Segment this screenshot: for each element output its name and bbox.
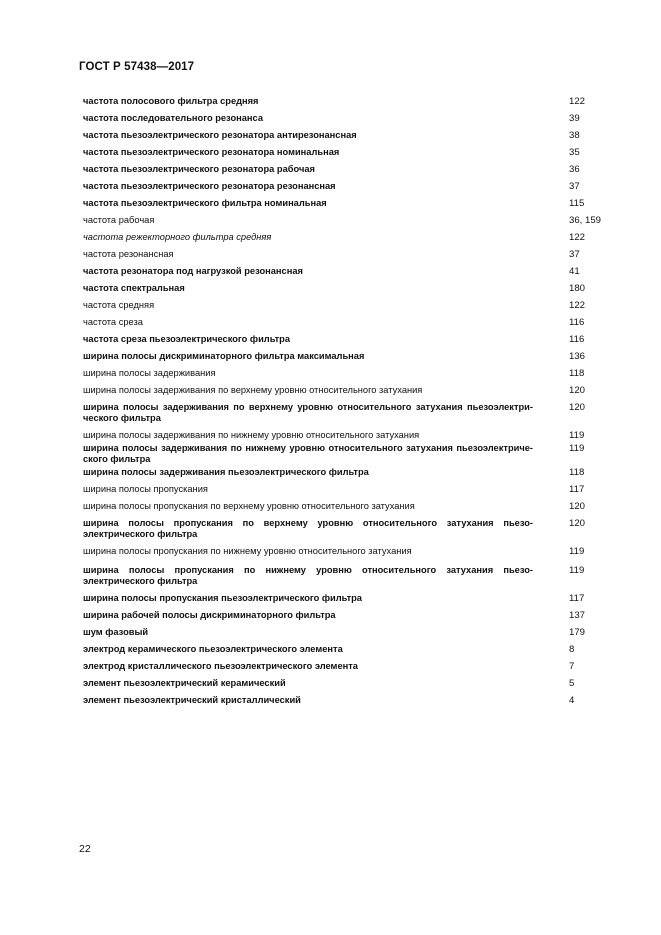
index-term: частота спектральная bbox=[83, 283, 185, 293]
index-term: частота средняя bbox=[83, 300, 155, 310]
index-page-ref: 116 bbox=[569, 334, 585, 345]
index-entry bbox=[83, 147, 603, 158]
index-term: ширина полосы задерживания по верхнему уровню относительного затухания пьезоэлектри- ческого фильтра bbox=[83, 402, 533, 423]
index-entry bbox=[83, 443, 603, 465]
index-page-ref: 35 bbox=[569, 147, 580, 158]
index-page-ref: 179 bbox=[569, 627, 586, 638]
index-page-ref: 4 bbox=[569, 695, 575, 706]
index-page-ref: 122 bbox=[569, 300, 586, 311]
index-term: частота режекторного фильтра средняя bbox=[83, 232, 272, 242]
index-term: ширина полосы пропускания по верхнему уровню относительного затухания bbox=[83, 501, 415, 511]
index-entry bbox=[83, 695, 603, 706]
index-term: ширина полосы задерживания bbox=[83, 368, 216, 378]
index-term: ширина полосы пропускания по нижнему уровню относительного затухания bbox=[83, 546, 412, 556]
index-entry bbox=[83, 501, 603, 512]
index-page-ref: 117 bbox=[569, 593, 585, 604]
index-term: частота пьезоэлектрического резонатора номинальная bbox=[83, 147, 340, 157]
index-term: частота пьезоэлектрического резонатора резонансная bbox=[83, 181, 336, 191]
index-term: ширина полосы дискриминаторного фильтра максимальная bbox=[83, 351, 365, 361]
index-page-ref: 180 bbox=[569, 283, 586, 294]
index-page-ref: 36, 159 bbox=[569, 215, 602, 226]
index-term: ширина рабочей полосы дискриминаторного фильтра bbox=[83, 610, 336, 620]
index-entry bbox=[83, 249, 603, 260]
index-term: элемент пьезоэлектрический кристаллический bbox=[83, 695, 301, 705]
index-page-ref: 120 bbox=[569, 518, 586, 529]
index-page-ref: 119 bbox=[569, 565, 585, 576]
index-term: ширина полосы пропускания по верхнему уровню относительного затухания пьезо- электрического фильтра bbox=[83, 518, 533, 539]
index-entry bbox=[83, 198, 603, 209]
index-page-ref: 41 bbox=[569, 266, 580, 277]
index-entry bbox=[83, 164, 603, 175]
index-page-ref: 120 bbox=[569, 501, 586, 512]
index-term: ширина полосы задерживания по нижнему уровню относительного затухания bbox=[83, 430, 420, 440]
index-entry bbox=[83, 283, 603, 294]
index-entry bbox=[83, 627, 603, 638]
index-term: частота пьезоэлектрического резонатора антирезонансная bbox=[83, 130, 357, 140]
index-entry bbox=[83, 96, 603, 107]
index-page-ref: 8 bbox=[569, 644, 575, 655]
index-term: ширина полосы задерживания по нижнему уровню относительного затухания пьезоэлектриче- ского фильтра bbox=[83, 443, 533, 464]
index-page-ref: 120 bbox=[569, 385, 586, 396]
index-term: ширина полосы пропускания по нижнему уровню относительного затухания пьезо- электрического фильтра bbox=[83, 565, 533, 586]
index-entry bbox=[83, 232, 603, 243]
index-entry bbox=[83, 334, 603, 345]
index-page-ref: 136 bbox=[569, 351, 586, 362]
index-page-ref: 119 bbox=[569, 430, 585, 441]
index-entry bbox=[83, 430, 603, 441]
index-term: частота резонансная bbox=[83, 249, 174, 259]
index-entry bbox=[83, 610, 603, 621]
index-term: частота последовательного резонанса bbox=[83, 113, 263, 123]
index-entry bbox=[83, 565, 603, 587]
index-entry bbox=[83, 385, 603, 396]
index-entry bbox=[83, 467, 603, 478]
index-entry bbox=[83, 351, 603, 362]
index-term: частота резонатора под нагрузкой резонансная bbox=[83, 266, 303, 276]
index-page-ref: 119 bbox=[569, 443, 585, 454]
document-header: ГОСТ Р 57438—2017 bbox=[79, 61, 195, 73]
index-entry bbox=[83, 181, 603, 192]
index-entry bbox=[83, 317, 603, 328]
index-term: элемент пьезоэлектрический керамический bbox=[83, 678, 286, 688]
index-page-ref: 122 bbox=[569, 96, 586, 107]
index-entry bbox=[83, 368, 603, 379]
index-term: ширина полосы пропускания пьезоэлектрического фильтра bbox=[83, 593, 362, 603]
index-entry bbox=[83, 402, 603, 424]
index-entry bbox=[83, 546, 603, 557]
index-term: частота среза пьезоэлектрического фильтра bbox=[83, 334, 290, 344]
index-page-ref: 137 bbox=[569, 610, 586, 621]
index-page-ref: 7 bbox=[569, 661, 575, 672]
index-term: частота полосового фильтра средняя bbox=[83, 96, 259, 106]
index-page-ref: 39 bbox=[569, 113, 580, 124]
index-page-ref: 5 bbox=[569, 678, 575, 689]
index-page-ref: 118 bbox=[569, 368, 585, 379]
index-page-ref: 118 bbox=[569, 467, 585, 478]
index-term: частота пьезоэлектрического резонатора рабочая bbox=[83, 164, 315, 174]
page-number: 22 bbox=[79, 843, 91, 855]
index-page-ref: 115 bbox=[569, 198, 585, 209]
index-entry bbox=[83, 661, 603, 672]
index-page-ref: 122 bbox=[569, 232, 586, 243]
index-entry bbox=[83, 644, 603, 655]
index-entry bbox=[83, 113, 603, 124]
index-term: ширина полосы задерживания по верхнему уровню относительного затухания bbox=[83, 385, 423, 395]
index-page-ref: 120 bbox=[569, 402, 586, 413]
index-entry bbox=[83, 518, 603, 540]
index-term: ширина полосы задерживания пьезоэлектрического фильтра bbox=[83, 467, 369, 477]
index-entry bbox=[83, 300, 603, 311]
index-entry bbox=[83, 593, 603, 604]
index-entry bbox=[83, 266, 603, 277]
alphabetical-index bbox=[83, 96, 603, 706]
index-term: электрод кристаллического пьезоэлектрического элемента bbox=[83, 661, 358, 671]
index-page-ref: 37 bbox=[569, 181, 580, 192]
index-term: ширина полосы пропускания bbox=[83, 484, 208, 494]
index-page-ref: 116 bbox=[569, 317, 585, 328]
index-page-ref: 38 bbox=[569, 130, 580, 141]
index-term: частота пьезоэлектрического фильтра номинальная bbox=[83, 198, 327, 208]
index-page-ref: 117 bbox=[569, 484, 585, 495]
index-term: шум фазовый bbox=[83, 627, 149, 637]
index-entry bbox=[83, 484, 603, 495]
index-term: электрод керамического пьезоэлектрического элемента bbox=[83, 644, 343, 654]
index-entry bbox=[83, 678, 603, 689]
index-page-ref: 36 bbox=[569, 164, 580, 175]
index-entry bbox=[83, 130, 603, 141]
index-entry bbox=[83, 215, 603, 226]
index-term: частота рабочая bbox=[83, 215, 155, 225]
index-page-ref: 37 bbox=[569, 249, 580, 260]
index-page-ref: 119 bbox=[569, 546, 585, 557]
index-term: частота среза bbox=[83, 317, 143, 327]
